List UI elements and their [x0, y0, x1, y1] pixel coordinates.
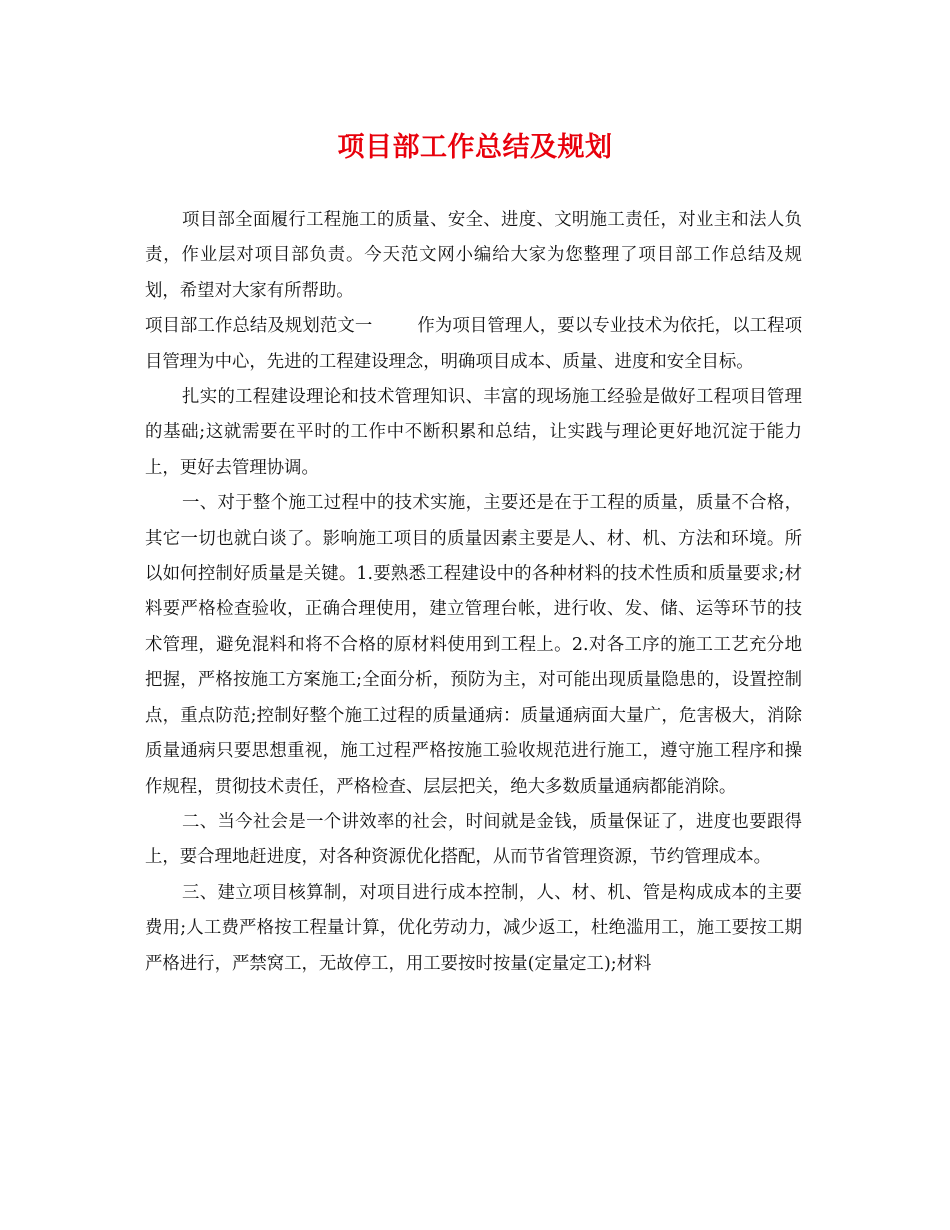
- document-title: 项目部工作总结及规划: [337, 132, 613, 163]
- sample-one-paragraph: [145, 309, 802, 380]
- efficiency-paragraph: 二、当今社会是一个讲效率的社会，时间就是金钱，质量保证了，进度也要跟得上，要合理地赶进度，对各种资源优化搭配，从而节省管理资源，节约管理成本。: [145, 811, 802, 868]
- foundation-paragraph: 扎实的工程建设理论和技术管理知识、丰富的现场施工经验是做好工程项目管理的基础;这就需要在平时的工作中不断积累和总结，让实践与理论更好地沉淀于能力上，更好去管理协调。: [145, 387, 802, 478]
- cost-paragraph: 三、建立项目核算制，对项目进行成本控制，人、材、机、管是构成成本的主要费用;人工费严格按工程量计算，优化劳动力，减少返工，杜绝滥用工，施工要按工期严格进行，严禁窝工，无故停工，用工要按时按量(定量定工);材料: [145, 882, 802, 974]
- sample-one-heading: 项目部工作总结及规划范文一: [145, 316, 373, 337]
- intro-paragraph: 项目部全面履行工程施工的质量、安全、进度、文明施工责任，对业主和法人负责，作业层对项目部负责。今天范文网小编给大家为您整理了项目部工作总结及规划，希望对大家有所帮助。: [145, 210, 802, 301]
- sample-one-text: 作为项目管理人，要以专业技术为依托，以工程项目管理为中心，先进的工程建设理念，明确项目成本、质量、进度和安全目标。: [145, 316, 802, 372]
- quality-paragraph: 一、对于整个施工过程中的技术实施，主要还是在于工程的质量，质量不合格，其它一切也就白谈了。影响施工项目的质量因素主要是人、材、机、方法和环境。所以如何控制好质量是关键。1.要熟悉工程建设中的各种材料的技术性质和质量要求;材料要严格检查验收，正确合理使用，建立管理台帐，进行收、发、储、运等环节的技术管理，避免混料和将不合格的原材料使用到工程上。2.对各工序的施工工艺充分地把握，严格按施工方案施工;全面分析，预防为主，对可能出现质量隐患的，设置控制点，重点防范;控制好整个施工过程的质量通病：质量通病面大量广，危害极大，消除质量通病只要思想重视，施工过程严格按施工验收规范进行施工，遵守施工程序和操作规程，贯彻技术责任，严格检查、层层把关，绝大多数质量通病都能消除。: [145, 493, 802, 797]
- document-body: [145, 203, 802, 982]
